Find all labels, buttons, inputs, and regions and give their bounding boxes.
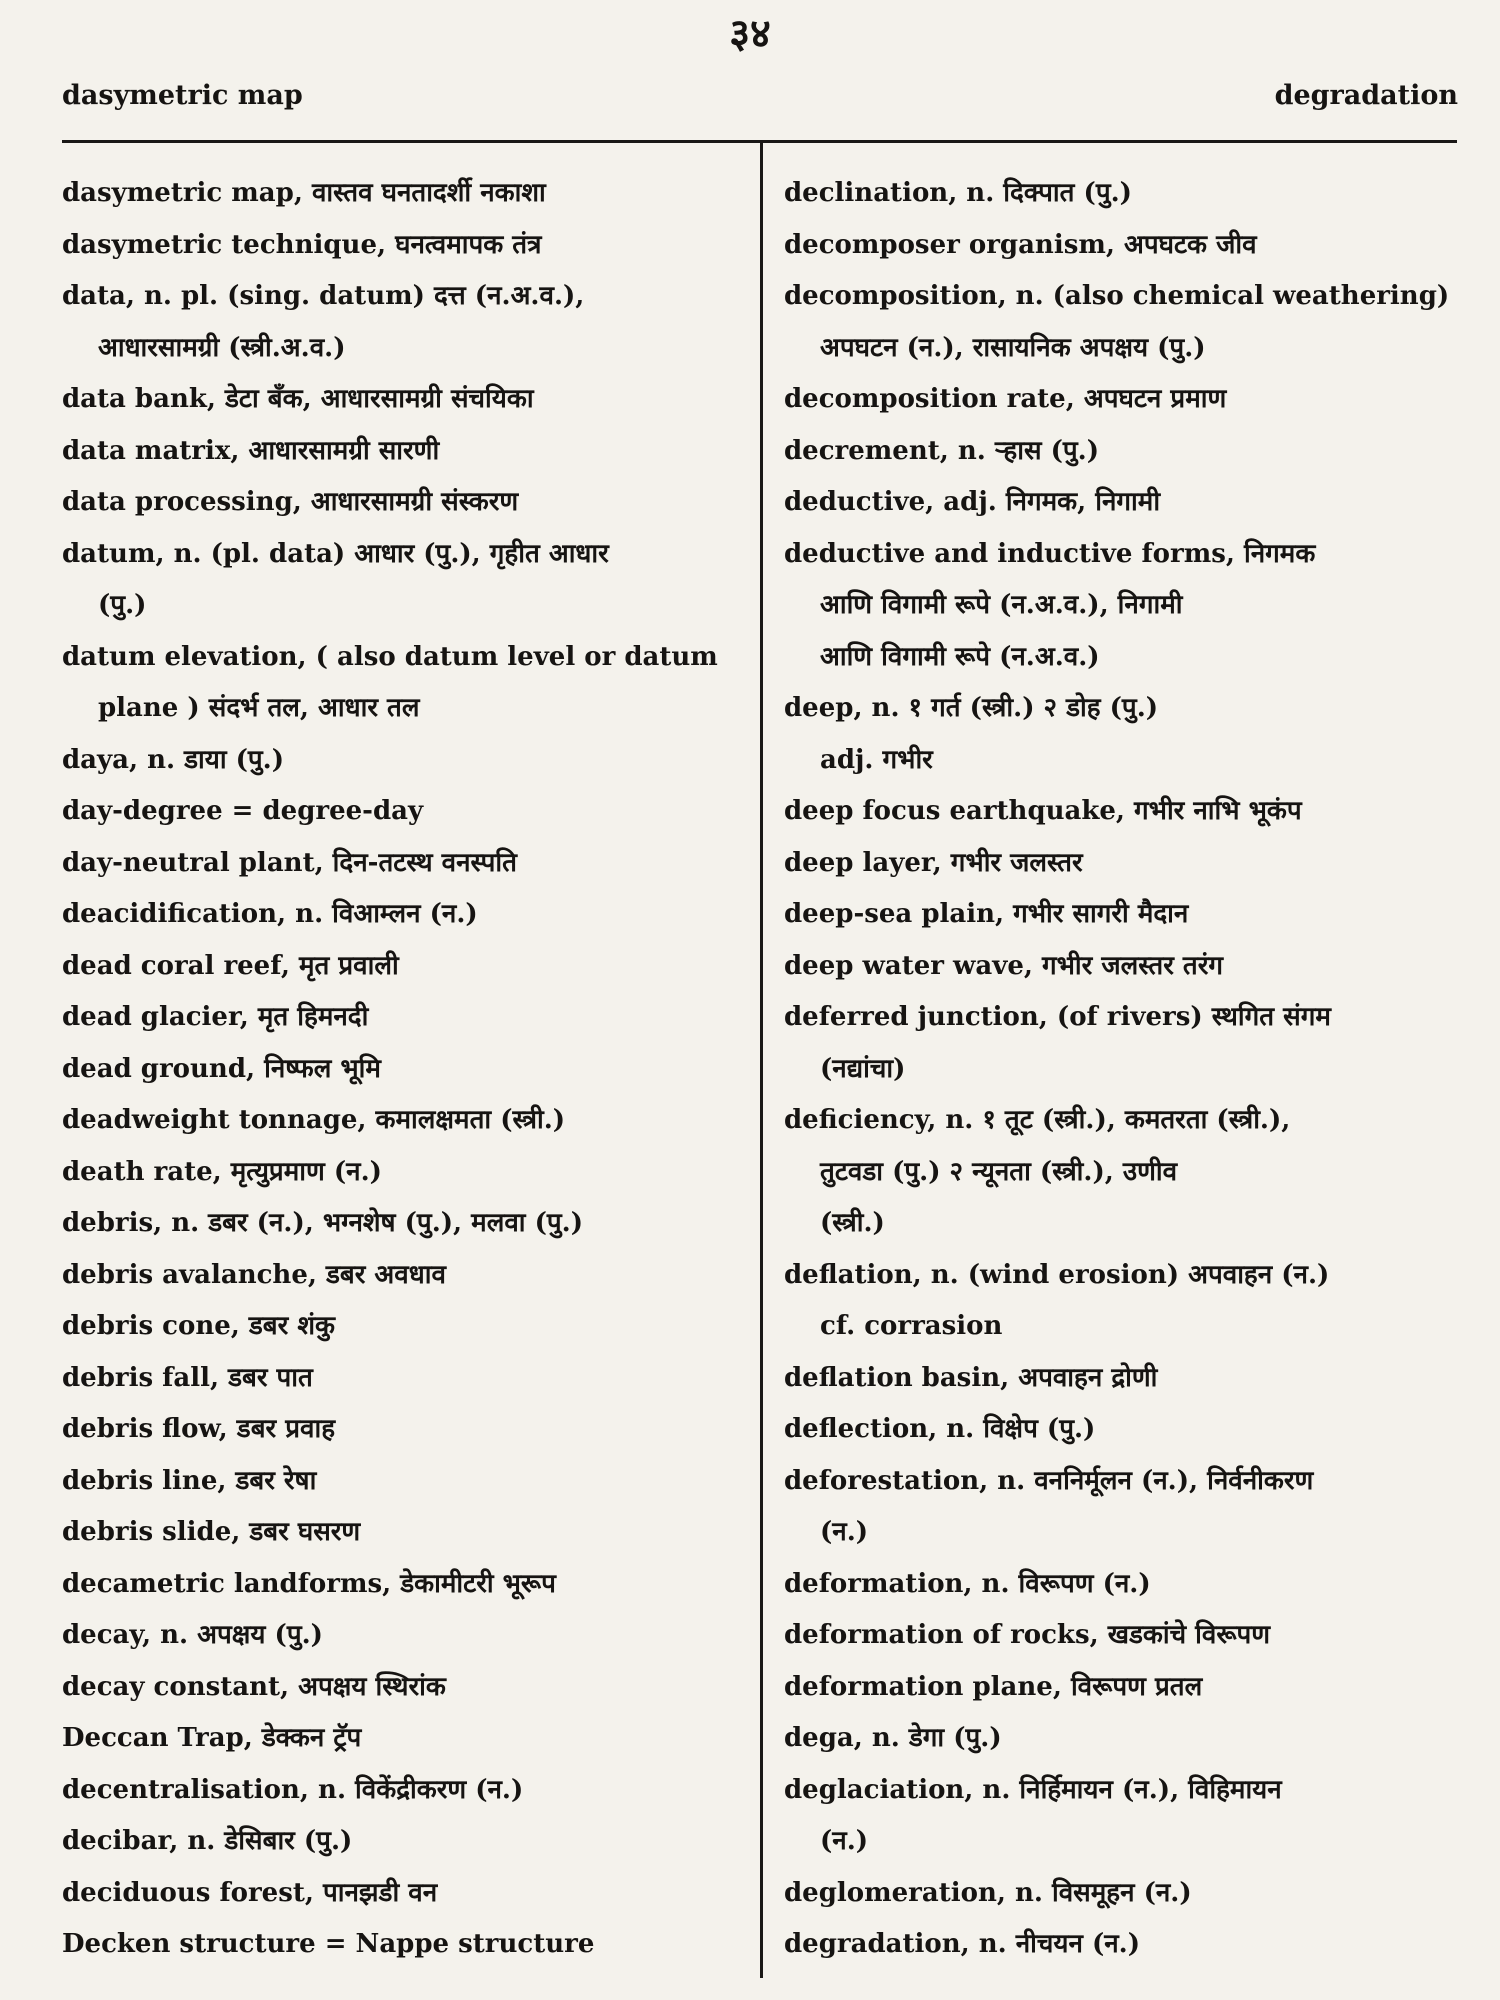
dictionary-entry — [784, 1919, 1464, 1971]
right-column — [784, 168, 1464, 1971]
entry-gloss: n. १ गर्त (स्त्री.) २ डोह (पु.) — [862, 693, 1159, 723]
entry-gloss: n. नीचयन (न.) — [969, 1929, 1141, 1959]
dictionary-entry — [62, 271, 742, 323]
entry-gloss: आधारसामग्री सारणी — [239, 435, 440, 466]
dictionary-entry — [784, 1456, 1464, 1508]
entry-term: decentralisation, — [62, 1774, 309, 1805]
entry-gloss: n. विआम्लन (न.) — [286, 899, 478, 929]
entry-term: decrement, — [784, 435, 949, 466]
entry-term: deferred junction, — [784, 1002, 1048, 1032]
dictionary-entry-continuation — [62, 580, 742, 632]
entry-term: deflation, — [784, 1259, 922, 1290]
entry-term: data, — [62, 281, 135, 311]
entry-gloss: डबर प्रवाह — [227, 1414, 336, 1444]
dictionary-entry — [62, 1662, 742, 1714]
dictionary-entry-continuation — [784, 1198, 1464, 1250]
dictionary-entry-continuation — [784, 580, 1464, 632]
dictionary-entry — [62, 992, 742, 1044]
entry-term: data bank, — [62, 384, 216, 414]
entry-gloss: = degree-day — [222, 796, 424, 826]
dictionary-entry — [62, 1559, 742, 1611]
dictionary-entry-continuation — [784, 1507, 1464, 1559]
entry-gloss: ( also datum level or datum — [306, 641, 718, 672]
entry-term: deacidification, — [62, 899, 287, 929]
entry-term: debris, — [62, 1208, 163, 1238]
entry-gloss: अपघटन (न.), रासायनिक अपक्षय (पु.) — [820, 332, 1206, 363]
dictionary-entry — [62, 1507, 742, 1559]
dictionary-entry — [62, 889, 742, 941]
entry-term: deductive and inductive forms, — [784, 538, 1235, 569]
entry-gloss: n. वननिर्मूलन (न.), निर्वनीकरण — [988, 1465, 1314, 1496]
entry-term: dasymetric map, — [62, 178, 303, 208]
entry-term: deep layer, — [784, 847, 942, 878]
entry-gloss: आधारसामग्री (स्त्री.अ.व.) — [98, 332, 346, 363]
entry-term: deep, — [784, 693, 863, 723]
entry-term: Decken structure — [62, 1929, 316, 1959]
entry-term: decametric landforms, — [62, 1568, 392, 1599]
dictionary-entry — [784, 1250, 1464, 1302]
entry-gloss: घनत्वमापक तंत्र — [386, 229, 542, 260]
entry-term: deep focus earthquake, — [784, 796, 1125, 826]
dictionary-entry — [62, 1610, 742, 1662]
entry-term: dead ground, — [62, 1053, 256, 1084]
dictionary-entry — [62, 941, 742, 993]
entry-gloss: n. विकेंद्रीकरण (न.) — [308, 1774, 524, 1805]
entry-gloss: n. (wind erosion) अपवाहन (न.) — [921, 1259, 1330, 1290]
dictionary-entry — [62, 529, 742, 581]
entry-gloss: adj. गभीर — [820, 744, 933, 775]
dictionary-entry — [784, 1404, 1464, 1456]
entry-gloss: वास्तव घनतादर्शी नकाशा — [302, 178, 546, 208]
dictionary-entry — [62, 1095, 742, 1147]
dictionary-entry — [784, 683, 1464, 735]
entry-term: deductive, — [784, 487, 935, 517]
entry-gloss: n. विक्षेप (पु.) — [937, 1414, 1096, 1444]
dictionary-entry — [62, 1868, 742, 1920]
dictionary-entry — [784, 889, 1464, 941]
entry-term: deflation basin, — [784, 1362, 1010, 1393]
entry-gloss: मृत हिमनदी — [248, 1002, 369, 1032]
entry-gloss: n. डाया (पु.) — [138, 744, 285, 775]
entry-gloss: plane ) संदर्भ तल, आधार तल — [98, 693, 420, 723]
dictionary-entry — [62, 1765, 742, 1817]
entry-gloss: दिन-तटस्थ वनस्पति — [323, 847, 517, 878]
entry-term: decomposition, — [784, 281, 1007, 311]
entry-term: deformation plane, — [784, 1671, 1062, 1702]
entry-term: dead glacier, — [62, 1002, 249, 1032]
entry-term: deglaciation, — [784, 1774, 974, 1805]
dictionary-entry — [784, 168, 1464, 220]
entry-gloss: n. डबर (न.), भग्नशेष (पु.), मलवा (पु.) — [162, 1208, 584, 1238]
entry-gloss: = Nappe structure — [315, 1929, 595, 1959]
entry-gloss: डबर घसरण — [240, 1517, 361, 1547]
entry-gloss: (पु.) — [98, 590, 147, 620]
dictionary-entry-continuation — [784, 1816, 1464, 1868]
dictionary-entry-continuation — [62, 683, 742, 735]
dictionary-entry — [62, 168, 742, 220]
entry-gloss: गभीर नाभि भूकंप — [1124, 796, 1302, 826]
dictionary-entry — [784, 1662, 1464, 1714]
entry-term: deep-sea plain, — [784, 899, 1005, 929]
dictionary-entry — [62, 1044, 742, 1096]
dictionary-entry — [784, 374, 1464, 426]
dictionary-entry — [62, 1456, 742, 1508]
dictionary-entry-continuation — [784, 1301, 1464, 1353]
running-header-first-entry: dasymetric map — [62, 80, 303, 111]
dictionary-entry — [784, 1353, 1464, 1405]
entry-term: Deccan Trap, — [62, 1723, 253, 1753]
entry-term: deflection, — [784, 1414, 938, 1444]
entry-gloss: आधारसामग्री संस्करण — [301, 487, 519, 517]
dictionary-entry — [62, 632, 742, 684]
entry-gloss: गभीर जलस्तर — [941, 847, 1083, 878]
dictionary-entry — [784, 220, 1464, 272]
entry-gloss: n. विरूपण (न.) — [972, 1568, 1151, 1599]
dictionary-entry — [62, 1713, 742, 1765]
entry-term: daya, — [62, 744, 139, 775]
entry-term: data processing, — [62, 487, 302, 517]
entry-gloss: (of rivers) स्थगित संगम — [1047, 1002, 1331, 1032]
entry-term: day-neutral plant, — [62, 847, 324, 878]
entry-term: deformation, — [784, 1568, 973, 1599]
entry-term: debris flow, — [62, 1414, 228, 1444]
dictionary-entry — [784, 941, 1464, 993]
entry-term: deficiency, — [784, 1105, 937, 1135]
entry-gloss: आणि विगामी रूपे (न.अ.व.) — [820, 641, 1100, 672]
entry-term: dead coral reef, — [62, 950, 290, 981]
entry-gloss: n. अपक्षय (पु.) — [151, 1620, 323, 1650]
entry-gloss: विरूपण प्रतल — [1061, 1671, 1203, 1702]
dictionary-entry — [784, 477, 1464, 529]
entry-term: deciduous forest, — [62, 1877, 314, 1908]
entry-term: decay, — [62, 1620, 152, 1650]
entry-term: decibar, — [62, 1826, 179, 1856]
entry-gloss: n. ऱ्हास (पु.) — [948, 435, 1100, 466]
entry-term: debris fall, — [62, 1362, 220, 1393]
entry-gloss: n. डेसिबार (पु.) — [178, 1826, 353, 1856]
entry-term: datum elevation, — [62, 641, 307, 672]
dictionary-entry — [62, 838, 742, 890]
dictionary-entry-continuation — [62, 323, 742, 375]
entry-gloss: तुटवडा (पु.) २ न्यूनता (स्त्री.), उणीव — [820, 1156, 1178, 1187]
dictionary-entry — [784, 529, 1464, 581]
entry-term: data matrix, — [62, 435, 240, 466]
dictionary-entry — [784, 786, 1464, 838]
entry-gloss: n. (also chemical weathering) — [1006, 281, 1450, 311]
dictionary-entry — [62, 1919, 742, 1971]
dictionary-entry-continuation — [784, 632, 1464, 684]
entry-gloss: डबर पात — [219, 1362, 313, 1393]
running-header-last-entry: degradation — [1274, 80, 1458, 111]
entry-term: decay constant, — [62, 1671, 290, 1702]
entry-gloss: n. pl. (sing. datum) दत्त (न.अ.व.), — [134, 281, 585, 311]
entry-gloss: गभीर जलस्तर तरंग — [1032, 950, 1223, 981]
dictionary-entry — [784, 426, 1464, 478]
entry-gloss: डेक्कन ट्रॅप — [252, 1723, 362, 1753]
dictionary-entry — [784, 1095, 1464, 1147]
entry-gloss: डबर शंकु — [239, 1311, 335, 1341]
entry-gloss: n. डेगा (पु.) — [862, 1723, 1002, 1753]
entry-term: deforestation, — [784, 1465, 989, 1496]
dictionary-entry — [62, 1353, 742, 1405]
dictionary-entry — [784, 1610, 1464, 1662]
entry-term: decomposer organism, — [784, 229, 1115, 260]
entry-gloss: n. विसमूहन (न.) — [1005, 1877, 1192, 1908]
dictionary-entry — [62, 220, 742, 272]
page-number: ३४ — [729, 10, 771, 57]
entry-gloss: n. निर्हिमायन (न.), विहिमायन — [973, 1774, 1282, 1805]
entry-term: deep water wave, — [784, 950, 1033, 981]
dictionary-entry — [62, 1147, 742, 1199]
entry-gloss: (नद्यांचा) — [820, 1053, 906, 1084]
entry-term: debris slide, — [62, 1517, 241, 1547]
entry-term: degradation, — [784, 1929, 970, 1959]
dictionary-entry — [784, 992, 1464, 1044]
entry-gloss: मृत प्रवाली — [289, 950, 399, 981]
entry-term: deglomeration, — [784, 1877, 1006, 1908]
entry-gloss: (न.) — [820, 1826, 869, 1856]
entry-gloss: n. दिक्पात (पु.) — [957, 178, 1132, 208]
dictionary-entry — [62, 1301, 742, 1353]
entry-term: debris avalanche, — [62, 1259, 317, 1290]
entry-gloss: cf. corrasion — [820, 1311, 1003, 1341]
dictionary-entry — [62, 1816, 742, 1868]
entry-term: deformation of rocks, — [784, 1620, 1099, 1650]
dictionary-entry-continuation — [784, 1044, 1464, 1096]
entry-gloss: आणि विगामी रूपे (न.अ.व.), निगामी — [820, 590, 1183, 620]
dictionary-entry-continuation — [784, 323, 1464, 375]
dictionary-entry — [784, 1713, 1464, 1765]
dictionary-entry — [784, 838, 1464, 890]
dictionary-entry-continuation — [784, 735, 1464, 787]
entry-gloss: मृत्युप्रमाण (न.) — [221, 1156, 382, 1187]
entry-gloss: डेकामीटरी भूरूप — [391, 1568, 556, 1599]
dictionary-entry — [62, 374, 742, 426]
dictionary-entry — [62, 786, 742, 838]
dictionary-entry — [784, 1765, 1464, 1817]
entry-gloss: adj. निगमक, निगामी — [934, 487, 1161, 517]
left-column — [62, 168, 742, 1971]
dictionary-entry — [62, 477, 742, 529]
entry-term: deadweight tonnage, — [62, 1105, 367, 1135]
entry-term: debris line, — [62, 1465, 227, 1496]
entry-gloss: अपघटन प्रमाण — [1074, 384, 1227, 414]
entry-gloss: डबर अवधाव — [316, 1259, 446, 1290]
entry-term: dasymetric technique, — [62, 229, 387, 260]
entry-term: death rate, — [62, 1156, 222, 1187]
entry-term: declination, — [784, 178, 958, 208]
entry-term: datum, — [62, 538, 165, 569]
column-divider — [760, 140, 763, 1978]
dictionary-entry — [62, 426, 742, 478]
entry-gloss: खडकांचे विरूपण — [1098, 1620, 1271, 1650]
entry-gloss: अपघटक जीव — [1114, 229, 1257, 260]
dictionary-entry — [62, 1404, 742, 1456]
dictionary-entry — [62, 735, 742, 787]
entry-gloss: निष्फल भूमि — [255, 1053, 381, 1084]
entry-gloss: n. १ तूट (स्त्री.), कमतरता (स्त्री.), — [936, 1105, 1291, 1135]
entry-gloss: अपक्षय स्थिरांक — [289, 1671, 446, 1702]
dictionary-entry-continuation — [784, 1147, 1464, 1199]
entry-term: day-degree — [62, 796, 223, 826]
entry-gloss: डेटा बँक, आधारसामग्री संचयिका — [215, 384, 534, 414]
dictionary-entry — [62, 1250, 742, 1302]
entry-gloss: निगमक — [1234, 538, 1316, 569]
dictionary-entry — [62, 1198, 742, 1250]
entry-gloss: डबर रेषा — [226, 1465, 317, 1496]
entry-gloss: पानझडी वन — [313, 1877, 438, 1908]
entry-gloss: n. (pl. data) आधार (पु.), गृहीत आधार — [164, 538, 609, 569]
entry-gloss: (स्त्री.) — [820, 1208, 885, 1238]
dictionary-entry — [784, 1868, 1464, 1920]
dictionary-entry — [784, 1559, 1464, 1611]
entry-term: debris cone, — [62, 1311, 240, 1341]
entry-gloss: (न.) — [820, 1517, 869, 1547]
entry-gloss: गभीर सागरी मैदान — [1004, 899, 1189, 929]
dictionary-entry — [784, 271, 1464, 323]
entry-term: dega, — [784, 1723, 863, 1753]
entry-term: decomposition rate, — [784, 384, 1075, 414]
entry-gloss: कमालक्षमता (स्त्री.) — [366, 1105, 566, 1135]
entry-gloss: अपवाहन द्रोणी — [1009, 1362, 1158, 1393]
